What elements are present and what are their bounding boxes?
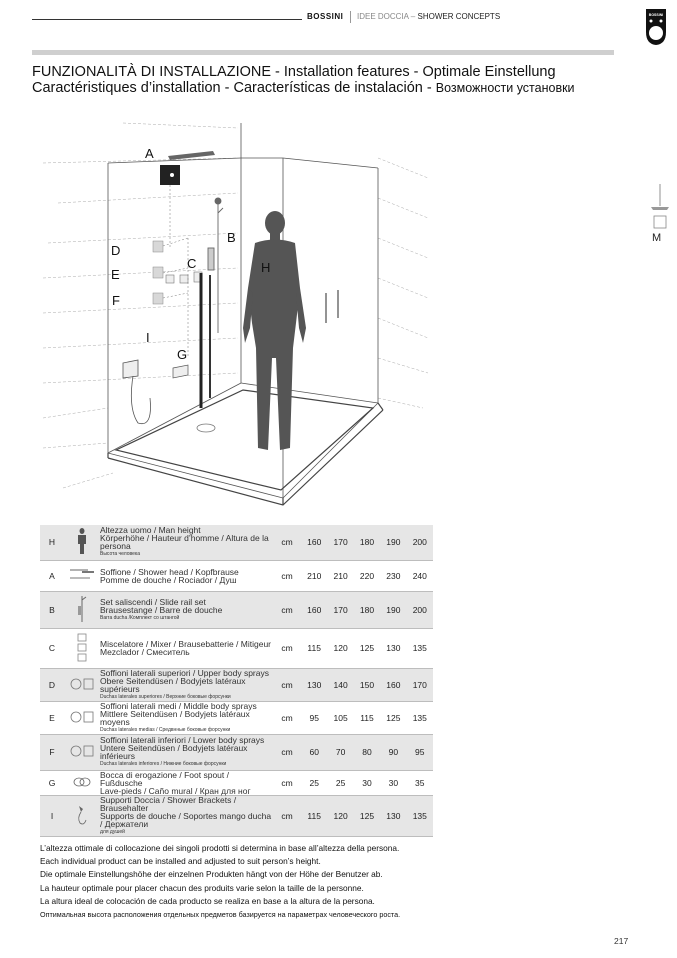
foot-spout-icon [173,365,188,378]
row-desc-1: Soffioni laterali inferiori / Lower body sprays [100,735,265,745]
header-brand: BOSSINI [307,12,344,21]
row-code: D [48,679,56,690]
logo-text: BOSSINI [648,13,664,17]
table-row [40,668,433,701]
row-desc-3: Barra ducha /Комплект со штангой [100,614,180,621]
header-subsection: SHOWER CONCEPTS [417,12,501,21]
row-desc-1: Soffione / Shower head / Kopfbrause [100,566,239,577]
row-value: 230 [386,570,401,581]
row-unit: cm [281,712,293,723]
row-unit: cm [281,570,293,581]
table-row [40,560,433,591]
page-title-line-2: Caractéristiques d’installation - Características de instalación - Возможности установки [32,80,575,96]
row-desc-2: Pomme de douche / Rociador / Душ [100,574,237,585]
man-silhouette-icon [243,211,306,450]
slide-rail-icon [75,594,89,624]
page-title-line-1: FUNZIONALITÀ DI INSTALLAZIONE - Installation features - Optimale Einstellung [32,64,556,80]
row-code: B [49,604,55,615]
side-jets [153,241,163,304]
row-value: 170 [412,679,427,690]
row-value: 180 [359,604,375,615]
diagram-label-h: H [261,260,271,275]
hand-shower-icon [123,360,151,424]
row-desc-2: Untere Seitendüsen / Bodyjets latéraux inférieurs [100,743,248,761]
row-value: 30 [388,777,399,788]
row-value: 130 [386,643,401,653]
row-desc-3: Duchas laterales inferiores / Нижние боковые форсунки [100,761,227,767]
wall-guidelines [43,123,238,488]
lower-body-sprays-icon [69,744,95,758]
installation-height-table [40,525,433,837]
note-es: La altura ideal de colocación de cada producto se realiza en base a la altura de la persona. [40,895,375,906]
man-height-icon [75,527,89,555]
row-value: 115 [307,643,321,653]
diagram-label-e: E [111,267,120,282]
row-code: E [49,712,55,723]
row-value: 35 [415,777,425,788]
row-desc-3: Duchas laterales superiores / Верхние боковые форсунки [100,693,231,700]
row-value: 240 [412,570,427,581]
row-value: 135 [412,643,427,653]
row-value: 90 [388,747,399,757]
row-unit: cm [281,643,293,653]
right-wall-lines [378,158,428,408]
row-desc-1: Miscelatore / Mixer / Brausebatterie / Mitigeur [100,639,272,649]
table-row [40,525,433,560]
row-code: C [48,643,56,653]
row-value: 120 [333,810,348,821]
row-value: 190 [386,537,401,548]
row-unit: cm [281,810,293,821]
table-row [40,734,433,770]
row-value: 220 [359,570,375,581]
row-desc-3: Высота человека [100,551,140,558]
diagram-label-g: G [177,347,188,362]
diagram-label-c: C [187,256,197,271]
row-desc-1: Supporti Doccia / Shower Brackets / Brausehalter [100,794,237,813]
title-bar [32,50,614,55]
row-value: 95 [415,747,425,757]
row-value: 160 [386,679,401,690]
row-value: 210 [333,570,348,581]
diagram-label-a: A [145,146,154,161]
shower-tray [108,390,383,505]
row-value: 60 [309,747,319,757]
row-desc-2: Brausestange / Barre de douche [100,604,223,615]
foot-spout-icon [71,776,93,788]
row-value: 115 [307,810,321,821]
header-rule [32,19,302,20]
row-value: 125 [359,810,375,821]
row-value: 140 [333,679,348,690]
diagram-label-i: I [146,330,150,345]
row-code: G [48,777,56,788]
shower-head-icon [68,567,96,583]
row-unit: cm [281,777,293,788]
row-desc-3: Duchas laterales medias / Средвнные боковые форсунки [100,726,231,733]
row-value: 180 [359,537,375,548]
row-value: 105 [333,712,348,723]
mixer-controls [166,272,202,283]
page-number: 217 [614,936,629,946]
row-value: 150 [359,679,375,690]
row-value: 130 [307,679,322,690]
row-value: 170 [333,604,348,615]
note-en: Each individual product can be installed and adjusted to suit person’s height. [40,856,321,867]
shower-installation-diagram [38,118,433,508]
row-value: 80 [362,747,372,757]
row-value: 30 [362,777,372,788]
row-desc-2: Mezclador / Смеситель [100,647,190,657]
row-value: 190 [386,604,401,615]
row-desc-3: для душей [100,828,125,835]
row-value: 70 [335,747,346,757]
row-value: 210 [307,570,322,581]
row-value: 200 [412,537,427,548]
row-value: 125 [359,643,375,653]
row-value: 95 [309,712,319,723]
row-code: A [49,570,55,581]
row-value: 120 [333,643,348,653]
row-unit: cm [281,679,293,690]
row-unit: cm [281,747,293,757]
notes-block [40,842,440,921]
note-de: Die optimale Einstellungshöhe der einzelnen Produkten hängt von der Höhe der Benutzer ab. [40,869,383,880]
middle-body-sprays-icon [69,710,95,724]
row-code: H [48,537,56,548]
row-desc-1: Bocca di erogazione / Foot spout / Fußdusche [100,769,229,788]
bossini-logo [645,8,667,46]
page-title-ru: Возможности установки [435,81,575,95]
row-desc-2: Supports de douche / Soportes mango ducha / Держатели [100,810,272,829]
side-label-m: M [652,232,662,244]
drain-icon [197,424,215,432]
row-value: 160 [307,604,322,615]
diagram-label-d: D [111,243,121,258]
row-desc-2: Obere Seitendüsen / Bodyjets latéraux supérieurs [100,675,246,694]
row-value: 25 [309,777,319,788]
table-row [40,795,433,836]
header-section: IDEE DOCCIA – SHOWER CONCEPTS [357,12,501,21]
row-value: 160 [307,537,322,548]
table-row [40,770,433,795]
table-row [40,628,433,668]
row-value: 200 [412,604,427,615]
row-code: I [50,810,54,821]
shower-head-icon [160,151,215,185]
shower-bracket-icon [74,804,90,826]
row-value: 135 [412,712,427,723]
row-value: 135 [412,810,427,821]
row-desc-1: Altezza uomo / Man height [100,525,201,536]
row-value: 25 [335,777,346,788]
table-row [40,701,433,734]
row-code: F [49,747,55,757]
door-handles [326,290,338,323]
table-row [40,591,433,628]
mixer-icon [76,632,88,662]
row-desc-1: Soffioni laterali superiori / Upper body sprays [100,667,269,678]
row-value: 115 [360,712,374,723]
diagram-label-b: B [227,230,236,245]
row-unit: cm [281,604,293,615]
row-value: 125 [386,712,401,723]
row-desc-2: Lave-pieds / Caño mural / Кран для ног [100,785,251,796]
note-ru: Оптимальная высота расположения отдельных предметов базируется на параметрах человеческого роста. [40,910,401,920]
row-value: 130 [386,810,401,821]
note-fr: La hauteur optimale pour placer chacun des produits varie selon la taille de la personne. [40,882,364,893]
row-desc-1: Soffioni laterali medi / Middle body sprays [100,700,257,711]
note-it: L’altezza ottimale di collocazione dei singoli prodotti si determina in base all’altezza della persona. [40,843,400,853]
header-separator [350,11,351,23]
row-desc-2: Mittlere Seitendüsen / Bodyjets latéraux moyens [100,708,250,727]
row-unit: cm [281,537,293,548]
row-value: 170 [333,537,348,548]
row-desc-1: Set saliscendi / Slide rail set [100,596,206,607]
diagram-label-f: F [112,293,120,308]
page-header [0,0,677,40]
row-desc-2: Körperhöhe / Hauteur d’homme / Altura de la persona [100,533,269,552]
upper-body-sprays-icon [69,677,95,691]
connector-dashes [163,185,188,358]
